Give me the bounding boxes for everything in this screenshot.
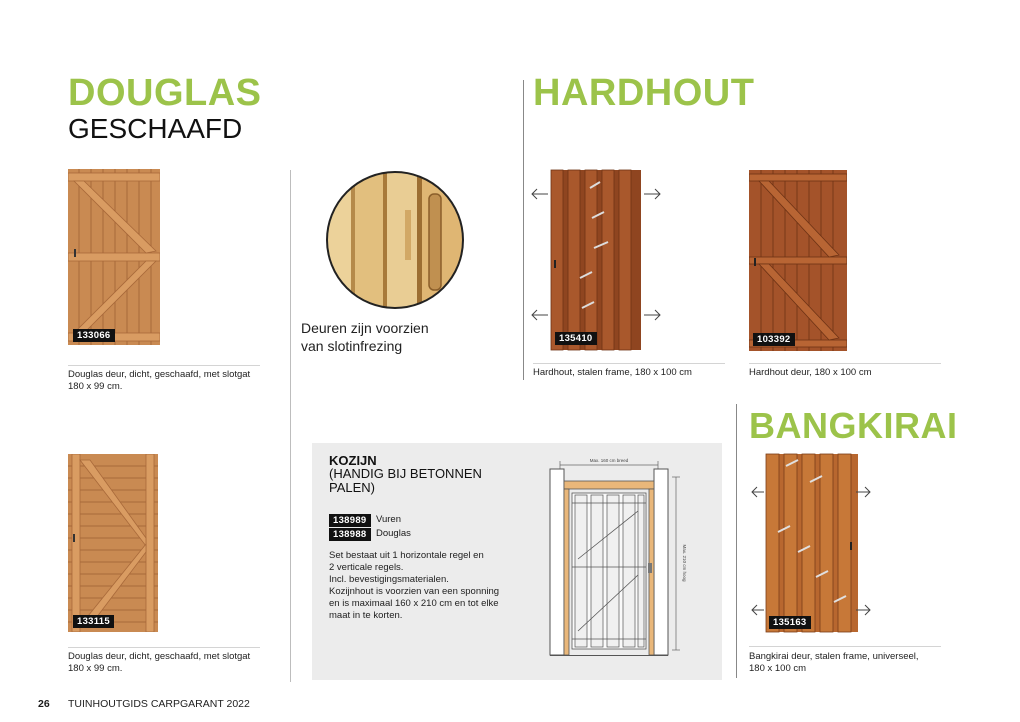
variant-name: Douglas bbox=[376, 528, 411, 539]
bangkirai-door-135163-image bbox=[750, 452, 872, 634]
product-caption: Douglas deur, dicht, geschaafd, met slotgat 180 x 99 cm. bbox=[68, 369, 251, 392]
hardhout-title: HARDHOUT bbox=[533, 72, 755, 114]
product-code-badge: 133115 bbox=[73, 615, 114, 628]
variant-code-badge: 138989 bbox=[329, 514, 371, 527]
variant-name: Vuren bbox=[376, 514, 401, 525]
hardhout-door-103392-image bbox=[749, 170, 847, 351]
section-separator bbox=[523, 80, 524, 380]
variant-code-badge: 138988 bbox=[329, 528, 371, 541]
column-separator bbox=[290, 170, 291, 682]
kozijn-title: KOZIJN bbox=[329, 453, 377, 468]
hardhout-door-135410-image bbox=[530, 168, 662, 352]
product-code-badge: 133066 bbox=[73, 329, 115, 342]
product-caption: Hardhout, stalen frame, 180 x 100 cm bbox=[533, 367, 692, 378]
section-separator bbox=[736, 404, 737, 678]
kozijn-frame-diagram bbox=[528, 455, 688, 663]
divider bbox=[68, 647, 260, 648]
douglas-door-133115-image bbox=[68, 454, 158, 632]
product-code-badge: 135410 bbox=[555, 332, 597, 345]
product-caption: Bangkirai deur, stalen frame, universeel, 180 x 100 cm bbox=[749, 651, 919, 674]
douglas-door-133066-image bbox=[68, 169, 160, 345]
product-caption: Hardhout deur, 180 x 100 cm bbox=[749, 367, 872, 378]
divider bbox=[68, 365, 260, 366]
product-code-badge: 135163 bbox=[769, 616, 811, 629]
product-caption: Douglas deur, dicht, geschaafd, met slotgat 180 x 99 cm. bbox=[68, 651, 251, 674]
bangkirai-title: BANGKIRAI bbox=[749, 405, 958, 446]
divider bbox=[749, 646, 941, 647]
divider bbox=[533, 363, 725, 364]
height-dimension-label: Max. 210 cm hoog bbox=[682, 544, 687, 582]
lock-recess-detail-image bbox=[325, 170, 465, 310]
douglas-subtitle: GESCHAAFD bbox=[68, 113, 243, 144]
lock-recess-caption: Deuren zijn voorzien van slotinfrezing bbox=[301, 320, 429, 354]
product-code-badge: 103392 bbox=[753, 333, 795, 346]
publication-title: TUINHOUTGIDS CARPGARANT 2022 bbox=[68, 698, 250, 710]
kozijn-description: Set bestaat uit 1 horizontale regel en 2 verticale regels. Incl. bevestigingsmaterialen. Kozijnhout is voorzien van een sponning en is maximaal 160 x 210 cm en tot elke maat in te korten. bbox=[329, 550, 500, 621]
douglas-title: DOUGLAS bbox=[68, 72, 262, 114]
page-number: 26 bbox=[38, 698, 50, 710]
width-dimension-label: Max. 160 cm breed bbox=[589, 458, 629, 463]
divider bbox=[749, 363, 941, 364]
kozijn-subtitle: (HANDIG BIJ BETONNEN PALEN) bbox=[329, 466, 482, 495]
